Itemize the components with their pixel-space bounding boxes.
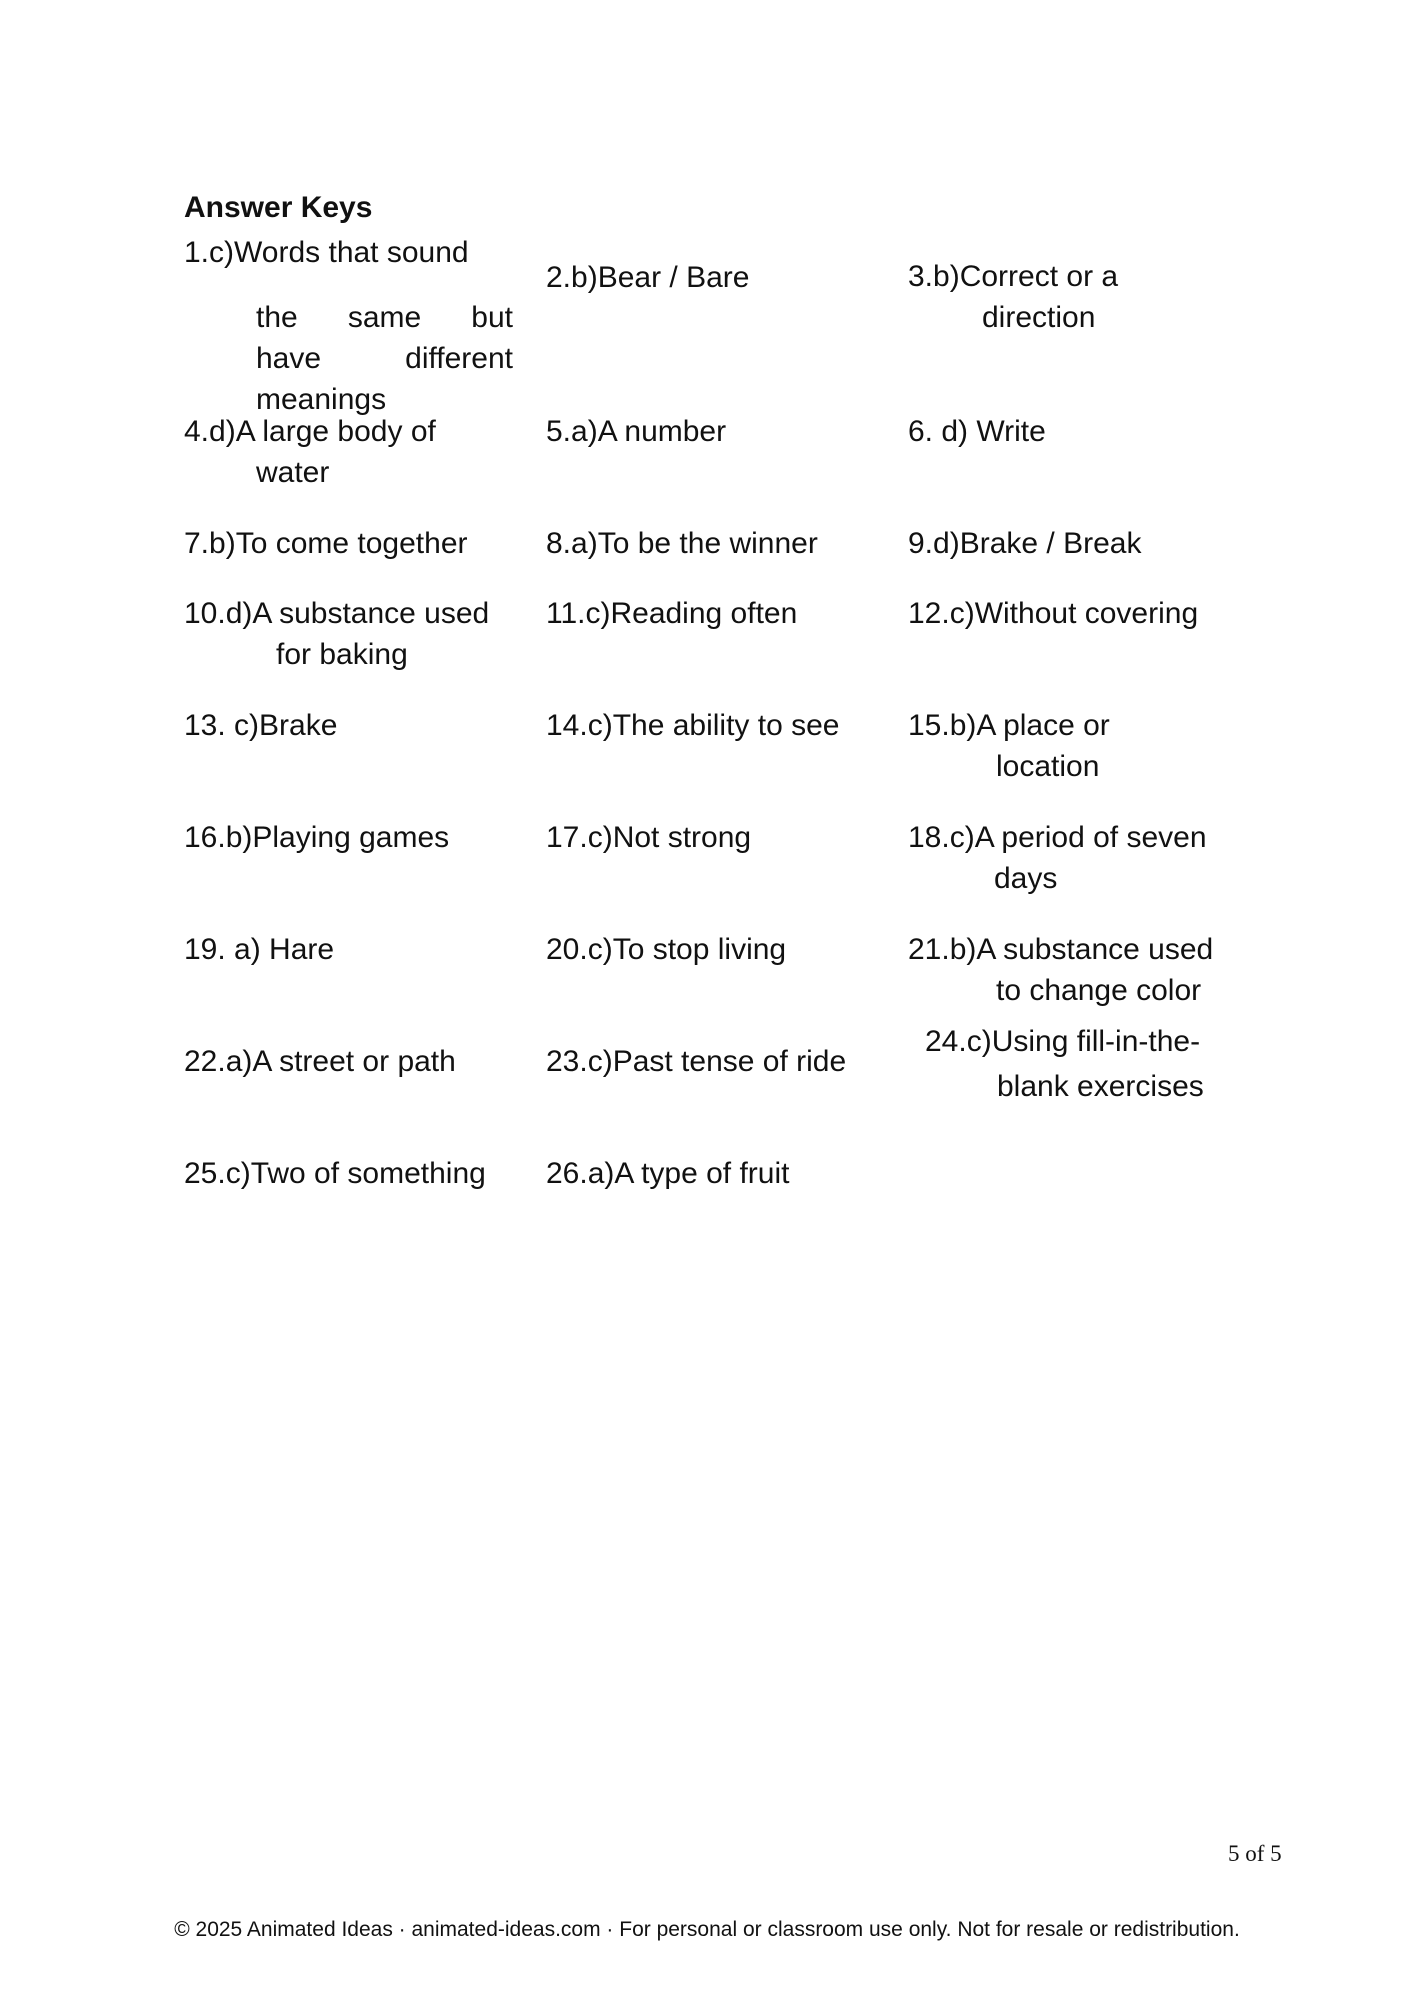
answer-text: water bbox=[256, 456, 330, 489]
answer-text: direction bbox=[982, 301, 1096, 334]
answer-text: 17.c)Not strong bbox=[546, 821, 752, 854]
answer-item-5 bbox=[546, 411, 726, 452]
answer-item-26 bbox=[546, 1153, 789, 1194]
answer-text: 19. a) Hare bbox=[184, 933, 335, 966]
answer-item-7 bbox=[184, 523, 468, 564]
answer-item-12 bbox=[908, 593, 1198, 634]
answer-item-1 bbox=[184, 232, 469, 273]
answer-text: 18.c)A period of seven bbox=[908, 821, 1207, 854]
answer-text: 1.c)Words that sound bbox=[184, 236, 469, 269]
answer-text: 8.a)To be the winner bbox=[546, 527, 818, 560]
answer-item-14 bbox=[546, 705, 839, 746]
answer-item-11 bbox=[546, 593, 797, 634]
answer-text: location bbox=[996, 750, 1100, 783]
answer-text: 14.c)The ability to see bbox=[546, 709, 840, 742]
answer-text: 9.d)Brake / Break bbox=[908, 527, 1142, 560]
answer-item-6 bbox=[908, 411, 1046, 452]
answer-item-8 bbox=[546, 523, 818, 564]
answer-text: 20.c)To stop living bbox=[546, 933, 787, 966]
answer-item-25 bbox=[184, 1153, 486, 1194]
answer-item-24 bbox=[925, 1018, 1204, 1107]
answer-text: for baking bbox=[276, 638, 408, 671]
answer-item-16 bbox=[184, 817, 449, 858]
answer-item-1-continuation bbox=[256, 297, 513, 420]
page-title: Answer Keys bbox=[184, 191, 373, 224]
answer-text: 3.b)Correct or a bbox=[908, 260, 1119, 293]
answer-item-4 bbox=[184, 411, 436, 493]
answer-text: the same but bbox=[256, 301, 513, 334]
answer-text: 22.a)A street or path bbox=[184, 1045, 456, 1078]
answer-text: 2.b)Bear / Bare bbox=[546, 261, 750, 294]
answer-text: 11.c)Reading often bbox=[546, 597, 798, 630]
answer-text: 13. c)Brake bbox=[184, 709, 338, 742]
answer-text: 6. d) Write bbox=[908, 415, 1046, 448]
page-number: 5 of 5 bbox=[1228, 1841, 1282, 1866]
answer-item-23 bbox=[546, 1041, 846, 1082]
answer-item-21 bbox=[908, 929, 1213, 1011]
answer-text: 24.c)Using fill-in-the- bbox=[925, 1025, 1201, 1058]
copyright-footer: © 2025 Animated Ideas · animated-ideas.com · For personal or classroom use only. Not for resale or redistribution. bbox=[174, 1918, 1240, 1941]
answer-item-20 bbox=[546, 929, 786, 970]
answer-text: 5.a)A number bbox=[546, 415, 727, 448]
answer-text: blank exercises bbox=[997, 1070, 1204, 1103]
answer-item-17 bbox=[546, 817, 751, 858]
answer-text: 21.b)A substance used bbox=[908, 933, 1214, 966]
answer-text: have different bbox=[256, 342, 513, 375]
answer-text: 15.b)A place or bbox=[908, 709, 1110, 742]
answer-item-9 bbox=[908, 523, 1141, 564]
answer-item-3 bbox=[908, 256, 1118, 338]
answer-item-2 bbox=[546, 257, 749, 298]
answer-text: 16.b)Playing games bbox=[184, 821, 450, 854]
answer-item-15 bbox=[908, 705, 1110, 787]
answer-text: 23.c)Past tense of ride bbox=[546, 1045, 847, 1078]
answer-text: 4.d)A large body of bbox=[184, 415, 436, 448]
answer-text: days bbox=[994, 862, 1058, 895]
answer-item-19 bbox=[184, 929, 334, 970]
answer-text: 7.b)To come together bbox=[184, 527, 468, 560]
answer-text: to change color bbox=[996, 974, 1202, 1007]
answer-item-10 bbox=[184, 593, 489, 675]
answer-text: 12.c)Without covering bbox=[908, 597, 1199, 630]
answer-item-13 bbox=[184, 705, 337, 746]
answer-item-22 bbox=[184, 1041, 456, 1082]
answer-text: 25.c)Two of something bbox=[184, 1157, 486, 1190]
answer-item-18 bbox=[908, 817, 1207, 899]
answer-text: 10.d)A substance used bbox=[184, 597, 490, 630]
answer-text: meanings bbox=[256, 383, 387, 416]
answer-text: 26.a)A type of fruit bbox=[546, 1157, 790, 1190]
